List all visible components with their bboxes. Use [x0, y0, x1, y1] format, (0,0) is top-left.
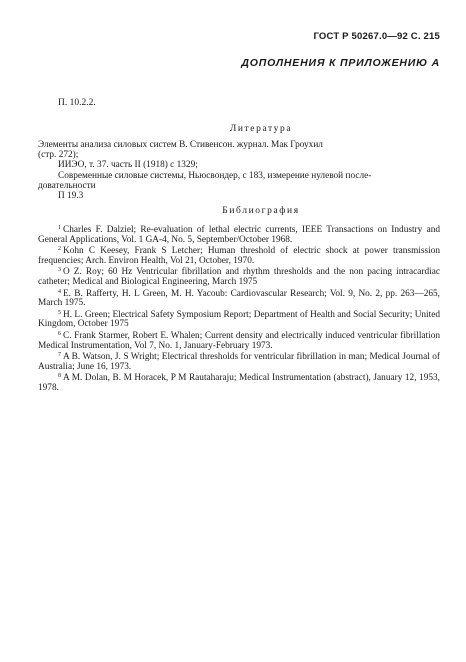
bibliography-entry — [38, 245, 440, 266]
bibliography-title: Библиография — [222, 206, 300, 216]
entry-number: 3 — [58, 267, 61, 274]
entry-text: A B. Watson, J. S Wright; Electrical thresholds for ventricular fibrillation in man; Medical Journal of Australia; June 16, 1973. — [38, 352, 440, 372]
literature-line: довательности — [38, 180, 96, 191]
entry-text: E. B. Rafferty, H. L Green, M. H. Yacoub: Cardiovascular Research; Vol. 9, No. 2, pp. 263—265, March 1975. — [38, 288, 440, 309]
entry-text: Charles F. Dalziel; Re-evaluation of lethal electric currents, IEEE Transactions on Industry and General Applications, Vol. 1 GA-4, No. 5, September/October 1968. — [38, 225, 440, 245]
bibliography-entry — [38, 330, 440, 351]
bibliography-entry — [38, 266, 440, 287]
bibliography-entry — [38, 224, 440, 245]
bibliography-entry — [38, 309, 440, 330]
literature-line: Элементы анализа силовых систем В. Стивенсон. журнал. Мак Гроухил — [38, 140, 323, 150]
literature-line: (стр. 272); — [38, 150, 79, 161]
bibliography-entry — [38, 351, 440, 372]
appendix-subtitle: ДОПОЛНЕНИЯ К ПРИЛОЖЕНИЮ А — [241, 57, 440, 69]
entry-text: Kohn C Keesey, Frank S Letcher; Human threshold of electric shock at power transmission frequencies; Arch. Environ Health, Vol 21, October, 1970. — [38, 246, 440, 266]
entry-text: A M. Dolan, B. M Horacek, P M Rautaharaju; Medical Instrumentation (abstract), January 12, 1953, 1978. — [38, 373, 440, 393]
bibliography-entry — [38, 372, 440, 393]
entry-number: 8 — [58, 373, 61, 380]
literature-line: Современные силовые системы, Ньюсвондер, с 183, измерение нулевой после- — [58, 170, 372, 181]
literature-line: П 19.3 — [58, 191, 84, 202]
literature-line: ИИЭО, т. 37. часть II (1918) с 1329; — [58, 160, 198, 171]
entry-text: H. L. Green; Electrical Safety Symposium Report; Department of Health and Social Security; United Kingdom, October 1975 — [38, 309, 440, 330]
entry-number: 1 — [58, 225, 61, 231]
entry-number: 2 — [58, 246, 61, 253]
entry-text: C. Frank Starmer, Robert E. Whalen; Current density and electrically induced ventricular fibrillation Medical Instrumentation, Vol 7, No. 1, January-February 1973. — [38, 330, 440, 351]
literature-title: Литература — [229, 124, 293, 134]
entry-number: 6 — [58, 330, 61, 337]
page-header-code: ГОСТ Р 50267.0—92 С. 215 — [313, 31, 440, 42]
entry-text: O Z. Roy; 60 Hz Ventricular fibrillation and rhythm thresholds and the non pacing intracardiac catheter; Medical and Biological Engineering, March 1975 — [38, 267, 440, 287]
entry-number: 5 — [58, 309, 61, 316]
entry-number: 4 — [58, 288, 61, 295]
clause-reference: П. 10.2.2. — [58, 98, 96, 108]
bibliography-entry — [38, 288, 440, 309]
literature-list — [38, 140, 440, 202]
entry-number: 7 — [58, 352, 61, 359]
bibliography-list — [38, 224, 440, 394]
